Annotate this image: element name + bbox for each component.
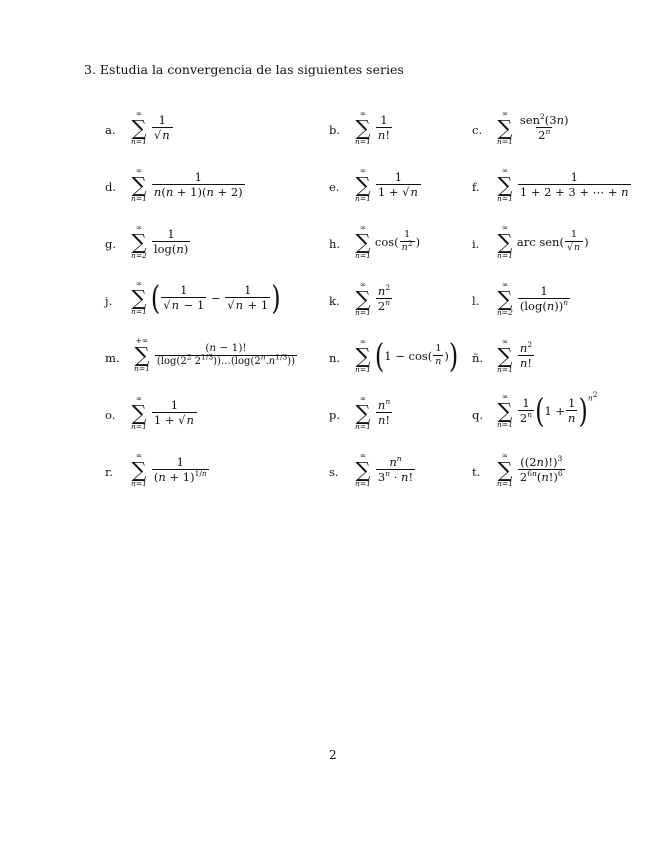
series-c: ∞ ∑ n=1 $\frac{sen^2(3n)}{2^n}$ <box>497 109 569 147</box>
series-m: +∞ ∑ n=1 $\frac{(n - 1)!}{(\log(2^2 2^{1/3}))\dots(\log(2^n.n^{1/3}))}$ <box>134 336 296 374</box>
page-number: 2 <box>329 748 337 762</box>
label-c: c. <box>472 123 483 137</box>
series-k: ∞ ∑ n=1 $\frac{n^2}{2^n}$ <box>355 280 391 318</box>
series-t: ∞ ∑ n=1 $\frac{((2n)!)^3}{2^{6n}(n!)^6}$ <box>497 451 563 489</box>
label-q: q. <box>472 408 484 422</box>
series-q: ∞ ∑ n=1 $\frac{1}{2^n}$ ( 1 + $\frac{1}{n}$ ) $^{n^2}$ <box>497 390 598 430</box>
label-p: p. <box>329 408 341 422</box>
series-s: ∞ ∑ n=1 $\frac{n^n}{3^n \cdot n!}$ <box>355 451 414 489</box>
series-j: ∞ ∑ n=1 ( $\frac{1}{√n - 1}$ − $\frac{1}{√n + 1}$ ) <box>131 279 281 317</box>
label-k: k. <box>329 294 340 308</box>
series-b: ∞ ∑ n=1 $\frac{1}{n!}$ <box>355 109 390 147</box>
label-h: h. <box>329 237 341 251</box>
label-a: a. <box>105 123 116 137</box>
label-t: t. <box>472 465 481 479</box>
label-s: s. <box>329 465 339 479</box>
series-h: ∞ ∑ n=1 cos( $\frac{1}{n^2}$ ) <box>355 223 421 261</box>
series-f: ∞ ∑ n=1 $\frac{1}{1 + 2 + 3 + \cdots + n}$ <box>497 166 629 204</box>
series-l: ∞ ∑ n=2 $\frac{1}{(\log(n))^n}$ <box>497 280 569 318</box>
label-n: n. <box>329 351 341 365</box>
label-r: r. <box>105 465 113 479</box>
label-j: j. <box>105 294 113 308</box>
series-i: ∞ ∑ n=1 arc sen( $\frac{1}{√n}$ ) <box>497 223 589 261</box>
label-enye: ñ. <box>472 351 484 365</box>
series-a: ∞ ∑ n=1 $\frac{1}{√n}$ <box>131 110 174 146</box>
label-o: o. <box>105 408 116 422</box>
series-p: ∞ ∑ n=1 $\frac{n^n}{n!}$ <box>355 394 391 432</box>
label-f: f. <box>472 180 480 194</box>
label-d: d. <box>105 180 117 194</box>
label-g: g. <box>105 237 117 251</box>
exercise-heading: 3. Estudia la convergencia de las siguientes series <box>84 62 404 77</box>
label-b: b. <box>329 123 341 137</box>
label-e: e. <box>329 180 340 194</box>
series-g: ∞ ∑ n=2 $\frac{1}{\log(n)}$ <box>131 223 189 261</box>
label-i: i. <box>472 237 480 251</box>
series-d: ∞ ∑ n=1 $\frac{1}{n(n + 1)(n + 2)}$ <box>131 166 243 204</box>
series-r: ∞ ∑ n=1 $\frac{1}{(n + 1)^{1/n}}$ <box>131 451 207 489</box>
label-l: l. <box>472 294 480 308</box>
series-o: ∞ ∑ n=1 $\frac{1}{1 + √n}$ <box>131 395 198 431</box>
series-enye: ∞ ∑ n=1 $\frac{n^2}{n!}$ <box>497 337 533 375</box>
label-m: m. <box>105 351 120 365</box>
series-n: ∞ ∑ n=1 ( 1 − cos( $\frac{1}{n}$ ) ) <box>355 337 459 375</box>
series-e: ∞ ∑ n=1 $\frac{1}{1 + √n}$ <box>355 167 422 203</box>
